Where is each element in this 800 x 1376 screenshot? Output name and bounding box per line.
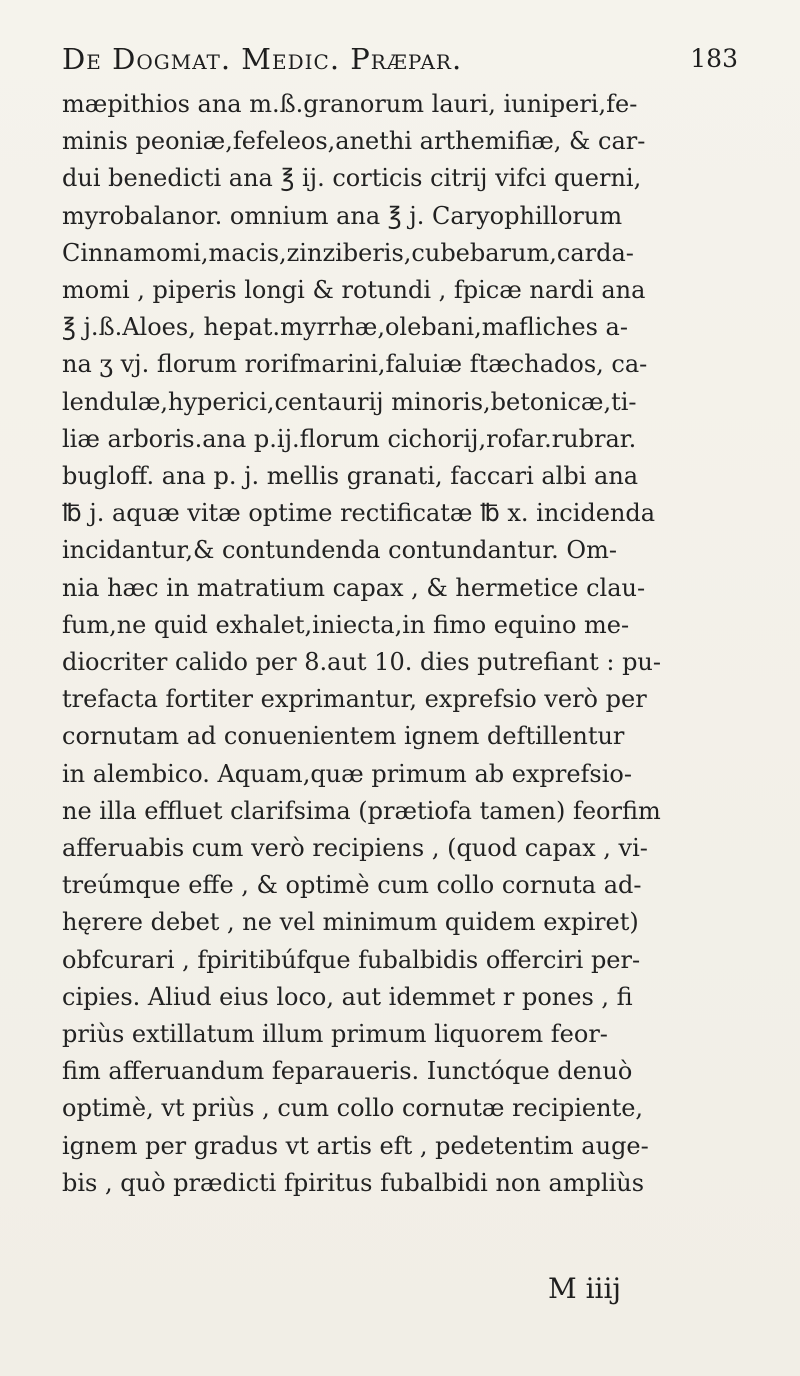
text-line: ℔ j. aquæ vitæ optime rectificatæ ℔ x. incidenda [62,499,656,528]
text-line: treúmque effe , & optimè cum collo cornuta ad- [62,871,642,900]
text-line: ℥ j.ß.Aloes, hepat.myrrhæ,olebani,mafliches a- [62,313,628,342]
text-line: bis , quò prædicti fpiritus fubalbidi non ampliùs [62,1168,645,1197]
text-line: na ʒ vj. florum rorifmarini,faluiæ ftæchados, ca- [62,350,648,379]
text-line: myrobalanor. omnium ana ℥ j. Caryophillorum [62,201,623,230]
text-line: diocriter calido per 8.aut 10. dies putrefiant : pu- [62,648,661,677]
text-line: fim afferuandum feparaueris. Iunctóque denuò [62,1057,633,1086]
text-line: hęrere debet , ne vel minimum quidem expiret) [62,908,639,937]
text-line: liæ arboris.ana p.ij.florum cichorij,rofar.rubrar. [62,424,637,453]
text-line: minis peoniæ,fefeleos,anethi arthemifiæ, & car- [62,127,646,156]
text-line: Cinnamomi,macis,zinziberis,cubebarum,carda- [62,238,634,267]
text-line: afferuabis cum verò recipiens , (quod capax , vi- [62,834,648,863]
latin-text-block [62,86,752,1202]
text-line: priùs extillatum illum primum liquorem feor- [62,1020,608,1049]
page-number: 183 [690,44,738,73]
running-title: De Dogmat. Medic. Præpar. [62,42,463,76]
page-header [62,42,752,90]
text-line: dui benedicti ana ℥ ij. corticis citrij vifci querni, [62,164,642,193]
text-line: obfcurari , fpiritibúfque fubalbidis offerciri per- [62,945,641,974]
text-line: cipies. Aliud eius loco, aut idemmet r pones , fi [62,982,633,1011]
text-line: ignem per gradus vt artis eft , pedetentim auge- [62,1131,649,1160]
text-line: nia hæc in matratium capax , & hermetice clau- [62,573,646,602]
text-line: momi , piperis longi & rotundi , fpicæ nardi ana [62,276,646,305]
text-line: optimè, vt priùs , cum collo cornutæ recipiente, [62,1094,644,1123]
text-line: bugloff. ana p. j. mellis granati, faccari albi ana [62,462,639,491]
text-line: fum,ne quid exhalet,iniecta,in fimo equino me- [62,610,630,639]
text-line: in alembico. Aquam,quæ primum ab exprefsio- [62,759,632,788]
text-line: lendulæ,hyperici,centaurij minoris,betonicæ,ti- [62,387,637,416]
text-line: mæpithios ana m.ß.granorum lauri, iuniperi,fe- [62,90,638,118]
text-line: trefacta fortiter exprimantur, exprefsio verò per [62,685,647,714]
text-line: cornutam ad conuenientem ignem deftillentur [62,722,625,751]
text-line: ne illa effluet clarifsima (prætiofa tamen) feorfim [62,796,661,825]
text-line: incidantur,& contundenda contundantur. Om- [62,536,617,565]
signature-mark: M iiij [548,1272,622,1305]
